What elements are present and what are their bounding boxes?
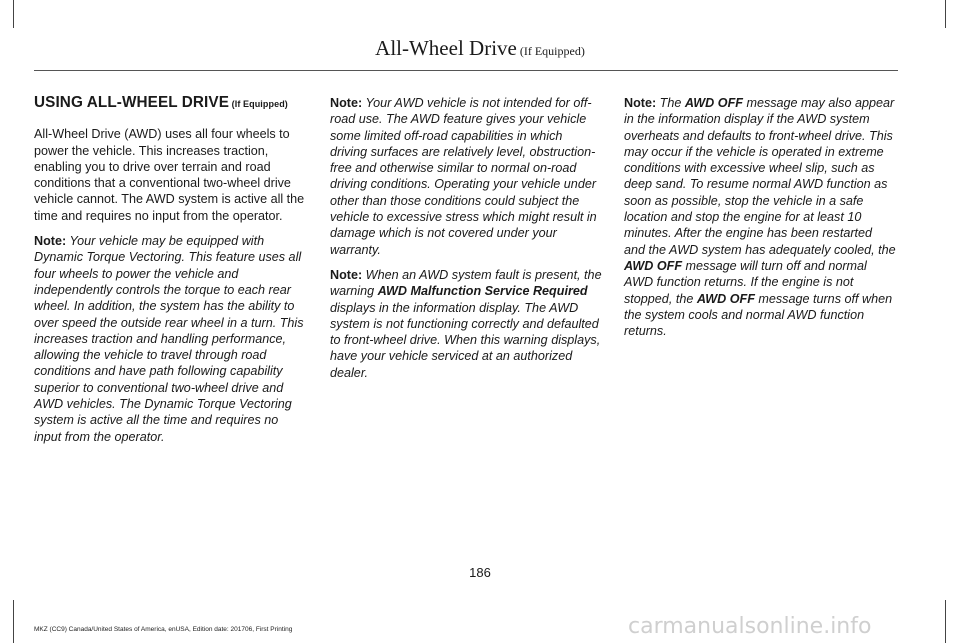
note-body-c: message will turn off and normal AWD function returns. If the engine is not stopped, the <box>624 258 867 306</box>
awd-off-message-2: AWD OFF <box>624 258 683 273</box>
section-heading-text: USING ALL-WHEEL DRIVE <box>34 94 230 111</box>
offroad-note <box>330 95 602 258</box>
page-title <box>0 36 960 61</box>
note-body-b: displays in the information display. The AWD system is not functioning correctly and defaulted to front-wheel drive. When this warning displays, have your vehicle serviced at an authorized dealer. <box>330 300 601 380</box>
note-body-a: When an AWD system fault is present, the warning <box>330 267 602 299</box>
note-label: Note: <box>34 234 67 249</box>
note-body: Your vehicle may be equipped with Dynamic Torque Vectoring. This feature uses all four wheels to power the vehicle and independently controls the torque to each rear wheel. In addition, the system has the ability to over speed the outside rear wheel in a turn. This increases traction and handling performance, allowing the vehicle to travel through road conditions and have path following capability superior to conventional two-wheel drive and AWD vehicles. The Dynamic Torque Vectoring system is active all the time and requires no input from the operator. <box>34 234 304 444</box>
note-body-b: message may also appear in the information display if the AWD system overheats and defaults to front-wheel drive. This may occur if the vehicle is operated in extreme conditions with excessive wheel slip, such as deep sand. To resume normal AWD function as soon as possible, stop the vehicle in a safe location and stop the engine for at least 10 minutes. After the engine has been restarted and the AWD system has adequately cooled, the <box>624 96 896 257</box>
torque-vectoring-note <box>34 233 306 445</box>
crop-mark-top-right <box>945 0 946 28</box>
column-1 <box>34 95 306 454</box>
header-divider <box>34 70 898 71</box>
note-body-a: The <box>656 96 685 110</box>
edition-footer: MKZ (CC9) Canada/United States of America, enUSA, Edition date: 201706, First Printing <box>34 626 293 633</box>
column-3 <box>624 95 896 348</box>
section-heading-suffix: (If Equipped) <box>229 99 288 109</box>
page-number: 186 <box>469 565 491 580</box>
fault-note <box>330 267 602 381</box>
column-2 <box>330 95 602 390</box>
note-body-d: message turns off when the system cools and normal AWD function returns. <box>624 291 893 339</box>
page-title-suffix: (If Equipped) <box>516 44 585 58</box>
awd-off-message-3: AWD OFF <box>696 291 755 306</box>
note-label: Note: <box>624 96 657 110</box>
awd-off-note <box>624 95 896 339</box>
crop-mark-bottom-left <box>13 600 14 643</box>
warning-message-text: AWD Malfunction Service Required <box>377 284 588 299</box>
note-body: Your AWD vehicle is not intended for off-road use. The AWD feature gives your vehicle some limited off-road capabilities in which driving surfaces are relatively level, obstruction-free and otherwise similar to normal on-road driving conditions. Operating your vehicle under other than those conditions could subject the vehicle to excessive stress which might result in damage which is not covered under your warranty. <box>330 96 597 257</box>
intro-paragraph: All-Wheel Drive (AWD) uses all four wheels to power the vehicle. This increases traction, enabling you to drive over terrain and road conditions that a conventional two-wheel drive vehicle cannot. The AWD system is active all the time and requires no input from the operator. <box>34 127 305 223</box>
awd-off-message-1: AWD OFF <box>684 96 743 110</box>
section-heading <box>34 95 306 112</box>
watermark: carmanualsonline.info <box>628 614 872 639</box>
crop-mark-top-left <box>13 0 14 28</box>
note-label: Note: <box>330 96 363 110</box>
crop-mark-bottom-right <box>945 600 946 643</box>
page-title-text: All-Wheel Drive <box>375 36 517 60</box>
note-label: Note: <box>330 267 363 282</box>
